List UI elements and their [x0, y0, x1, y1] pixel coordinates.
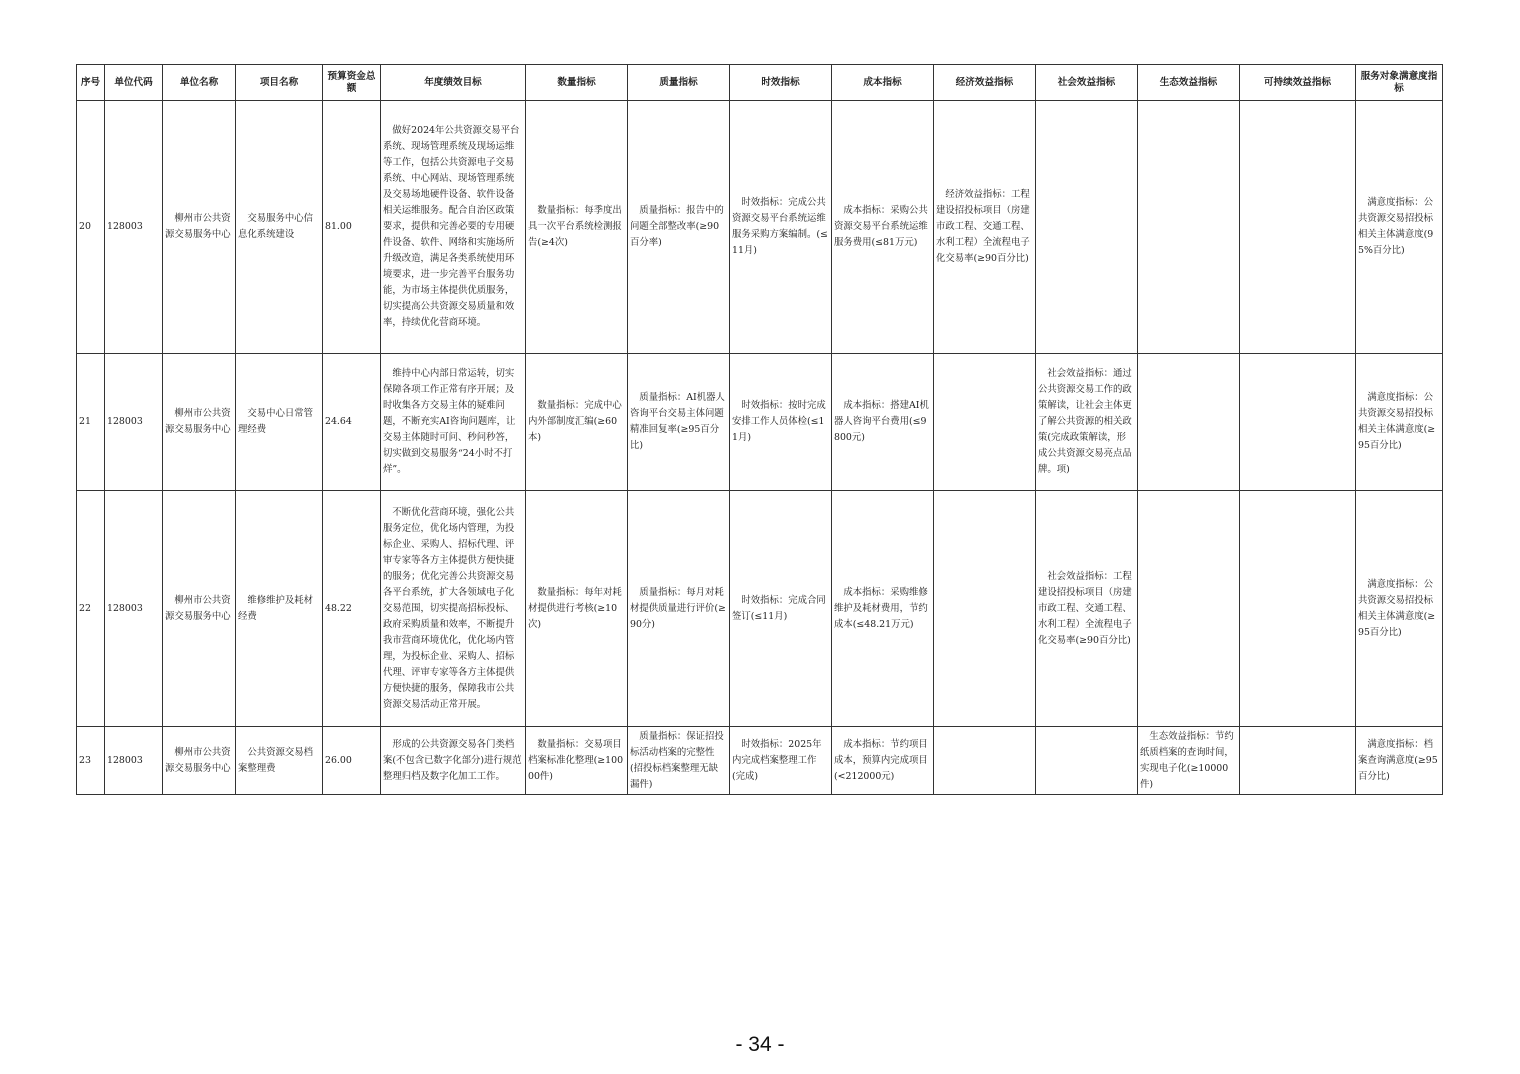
header-social: 社会效益指标 — [1036, 65, 1138, 101]
performance-goals-table — [76, 64, 1443, 795]
header-budget: 预算资金总额 — [323, 65, 381, 101]
cell-seq: 22 — [77, 491, 105, 727]
header-unit-name: 单位名称 — [163, 65, 236, 101]
cell-unit-code: 128003 — [105, 727, 163, 795]
cell-ecological — [1138, 101, 1240, 354]
cell-satisfaction: 满意度指标：公共资源交易招投标相关主体满意度(95%百分比) — [1356, 101, 1443, 354]
table-row — [77, 354, 1443, 491]
cell-project-name: 交易中心日常管理经费 — [236, 354, 323, 491]
cell-annual-goal: 不断优化营商环境，强化公共服务定位，优化场内管理，为投标企业、采购人、招标代理、评审专家等各方主体提供方便快捷的服务；优化完善公共资源交易各平台系统，扩大各领域电子化交易范围，切实提高招标投标、政府采购质量和效率，不断提升我市营商环境优化，优化场内管理，为投标企业、采购人、招标代理、评审专家等各方主体提供方便快捷的服务，保障我市公共资源交易活动正常开展。 — [381, 491, 526, 727]
cell-economic — [934, 354, 1036, 491]
cell-timeliness: 时效指标：按时完成安排工作人员体检(≤11月) — [730, 354, 832, 491]
header-satisfaction: 服务对象满意度指标 — [1356, 65, 1443, 101]
cell-unit-name: 柳州市公共资源交易服务中心 — [163, 101, 236, 354]
cell-budget: 26.00 — [323, 727, 381, 795]
header-project-name: 项目名称 — [236, 65, 323, 101]
cell-ecological: 生态效益指标：节约纸质档案的查询时间，实现电子化(≥10000件) — [1138, 727, 1240, 795]
cell-timeliness: 时效指标：2025年内完成档案整理工作(完成) — [730, 727, 832, 795]
cell-sustainable — [1240, 101, 1356, 354]
cell-cost: 成本指标：采购公共资源交易平台系统运维服务费用(≤81万元) — [832, 101, 934, 354]
cell-quantity: 数量指标：每年对耗材提供进行考核(≥10次) — [526, 491, 628, 727]
header-cost: 成本指标 — [832, 65, 934, 101]
cell-quality: 质量指标：保证招投标活动档案的完整性(招投标档案整理无缺漏件) — [628, 727, 730, 795]
header-seq: 序号 — [77, 65, 105, 101]
cell-satisfaction: 满意度指标：公共资源交易招投标相关主体满意度(≥95百分比) — [1356, 354, 1443, 491]
cell-sustainable — [1240, 727, 1356, 795]
cell-unit-name: 柳州市公共资源交易服务中心 — [163, 354, 236, 491]
cell-timeliness: 时效指标：完成公共资源交易平台系统运维服务采购方案编制。(≤11月) — [730, 101, 832, 354]
cell-unit-name: 柳州市公共资源交易服务中心 — [163, 491, 236, 727]
header-quantity: 数量指标 — [526, 65, 628, 101]
cell-seq: 21 — [77, 354, 105, 491]
cell-annual-goal: 形成的公共资源交易各门类档案(不包含已数字化部分)进行规范整理归档及数字化加工工作。 — [381, 727, 526, 795]
cell-social — [1036, 101, 1138, 354]
cell-satisfaction: 满意度指标：档案查询满意度(≥95百分比) — [1356, 727, 1443, 795]
page-number: - 34 - — [735, 1033, 785, 1056]
header-ecological: 生态效益指标 — [1138, 65, 1240, 101]
cell-cost: 成本指标：采购维修维护及耗材费用，节约成本(≤48.21万元) — [832, 491, 934, 727]
table-row — [77, 101, 1443, 354]
table-row — [77, 727, 1443, 795]
cell-quantity: 数量指标：交易项目档案标准化整理(≥10000件) — [526, 727, 628, 795]
cell-ecological — [1138, 491, 1240, 727]
cell-annual-goal: 做好2024年公共资源交易平台系统、现场管理系统及现场运维等工作，包括公共资源电子交易系统、中心网站、现场管理系统及交易场地硬件设备、软件设备相关运维服务。配合自治区政策要求，提供和完善必要的专用硬件设备、软件、网络和实施场所升级改造，满足各类系统使用环境要求，进一步完善平台服务功能，为市场主体提供优质服务，切实提高公共资源交易质量和效率，持续优化营商环境。 — [381, 101, 526, 354]
cell-economic — [934, 727, 1036, 795]
cell-quantity: 数量指标：完成中心内外部制度汇编(≥60本) — [526, 354, 628, 491]
cell-unit-code: 128003 — [105, 101, 163, 354]
cell-satisfaction: 满意度指标：公共资源交易招投标相关主体满意度(≥95百分比) — [1356, 491, 1443, 727]
cell-quality: 质量指标：AI机器人咨询平台交易主体问题精准回复率(≥95百分比) — [628, 354, 730, 491]
cell-social — [1036, 727, 1138, 795]
cell-seq: 20 — [77, 101, 105, 354]
cell-economic: 经济效益指标：工程建设招投标项目（房建市政工程、交通工程、水利工程）全流程电子化交易率(≥90百分比) — [934, 101, 1036, 354]
header-quality: 质量指标 — [628, 65, 730, 101]
cell-ecological — [1138, 354, 1240, 491]
cell-social: 社会效益指标：通过公共资源交易工作的政策解读，让社会主体更了解公共资源的相关政策(完成政策解读，形成公共资源交易亮点品牌。项) — [1036, 354, 1138, 491]
cell-annual-goal: 维持中心内部日常运转，切实保障各项工作正常有序开展；及时收集各方交易主体的疑难问题，不断充实AI咨询问题库，让交易主体随时可问、秒问秒答，切实做到交易服务“24小时不打烊”。 — [381, 354, 526, 491]
cell-unit-code: 128003 — [105, 354, 163, 491]
header-annual-goal: 年度绩效目标 — [381, 65, 526, 101]
header-economic: 经济效益指标 — [934, 65, 1036, 101]
header-timeliness: 时效指标 — [730, 65, 832, 101]
cell-timeliness: 时效指标：完成合同签订(≤11月) — [730, 491, 832, 727]
cell-project-name: 交易服务中心信息化系统建设 — [236, 101, 323, 354]
cell-social: 社会效益指标：工程建设招投标项目（房建市政工程、交通工程、水利工程）全流程电子化交易率(≥90百分比) — [1036, 491, 1138, 727]
cell-sustainable — [1240, 354, 1356, 491]
cell-cost: 成本指标：搭建AI机器人咨询平台费用(≤9800元) — [832, 354, 934, 491]
cell-project-name: 维修维护及耗材经费 — [236, 491, 323, 727]
cell-unit-name: 柳州市公共资源交易服务中心 — [163, 727, 236, 795]
header-sustainable: 可持续效益指标 — [1240, 65, 1356, 101]
cell-budget: 81.00 — [323, 101, 381, 354]
cell-quality: 质量指标：报告中的问题全部整改率(≥90百分率) — [628, 101, 730, 354]
table-row — [77, 491, 1443, 727]
cell-budget: 48.22 — [323, 491, 381, 727]
cell-sustainable — [1240, 491, 1356, 727]
cell-project-name: 公共资源交易档案整理费 — [236, 727, 323, 795]
cell-unit-code: 128003 — [105, 491, 163, 727]
cell-quantity: 数量指标：每季度出具一次平台系统检测报告(≥4次) — [526, 101, 628, 354]
cell-economic — [934, 491, 1036, 727]
table-header-row — [77, 65, 1443, 101]
cell-quality: 质量指标：每月对耗材提供质量进行评价(≥90分) — [628, 491, 730, 727]
cell-seq: 23 — [77, 727, 105, 795]
header-unit-code: 单位代码 — [105, 65, 163, 101]
cell-cost: 成本指标：节约项目成本，预算内完成项目(<212000元) — [832, 727, 934, 795]
cell-budget: 24.64 — [323, 354, 381, 491]
